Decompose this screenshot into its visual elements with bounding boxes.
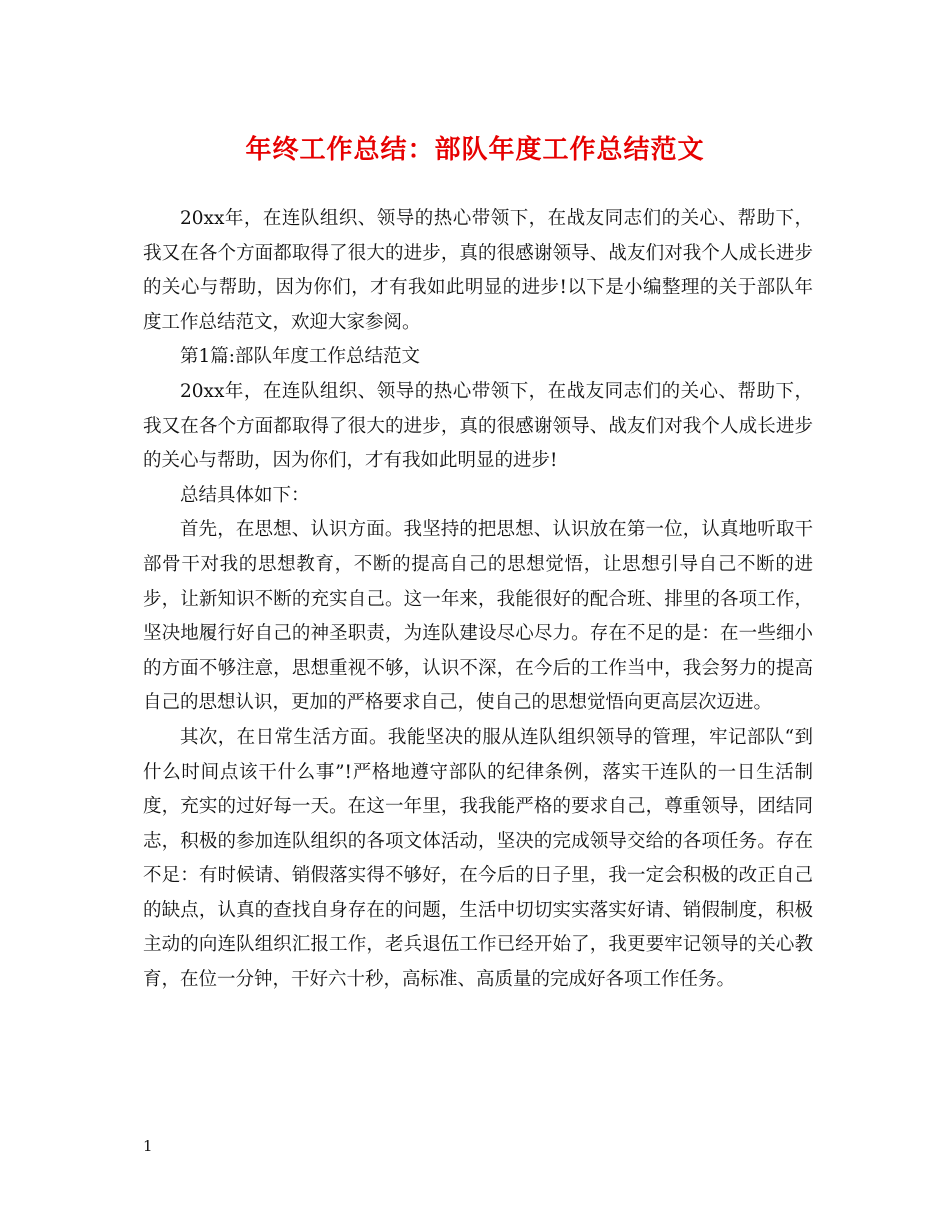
- document-body: [143, 202, 813, 998]
- paragraph-summary-lead: 总结具体如下：: [180, 484, 310, 506]
- document-title: 年终工作总结：部队年度工作总结范文: [245, 135, 705, 165]
- page-number: 1: [143, 1137, 153, 1155]
- paragraph-thought: 首先，在思想、认识方面。我坚持的把思想、认识放在第一位，认真地听取干部骨干对我的思想教育，不断的提高自己的思想觉悟，让思想引导自己不断的进步，让新知识不断的充实自己。这一年来，我能很好的配合班、排里的各项工作，坚决地履行好自己的神圣职责，为连队建设尽心尽力。存在不足的是：在一些细小的方面不够注意，思想重视不够，认识不深，在今后的工作当中，我会努力的提高自己的思想认识，更加的严格要求自己，使自己的思想觉悟向更高层次迈进。: [143, 519, 813, 714]
- paragraph-daily-life: 其次，在日常生活方面。我能坚决的服从连队组织领导的管理，牢记部队“到什么时间点该干什么事”!严格地遵守部队的纪律条例，落实干连队的一日生活制度，充实的过好每一天。在这一年里，我我能严格的要求自己，尊重领导，团结同志，积极的参加连队组织的各项文体活动，坚决的完成领导交给的各项任务。存在不足：有时候请、销假落实得不够好，在今后的日子里，我一定会积极的改正自己的缺点，认真的查找自身存在的问题，生活中切切实实落实好请、销假制度，积极主动的向连队组织汇报工作，老兵退伍工作已经开始了，我更要牢记领导的关心教育，在位一分钟，干好六十秒，高标准、高质量的完成好各项工作任务。: [143, 726, 813, 991]
- paragraph-intro: 20xx年，在连队组织、领导的热心带领下，在战友同志们的关心、帮助下，我又在各个方面都取得了很大的进步，真的很感谢领导、战友们对我个人成长进步的关心与帮助，因为你们，才有我如此明显的进步!以下是小编整理的关于部队年度工作总结范文，欢迎大家参阅。: [143, 208, 813, 333]
- paragraph-opening: 20xx年，在连队组织、领导的热心带领下，在战友同志们的关心、帮助下，我又在各个方面都取得了很大的进步，真的很感谢领导、战友们对我个人成长进步的关心与帮助，因为你们，才有我如此明显的进步!: [143, 380, 813, 472]
- paragraph-section-heading: 第1篇:部队年度工作总结范文: [180, 346, 421, 368]
